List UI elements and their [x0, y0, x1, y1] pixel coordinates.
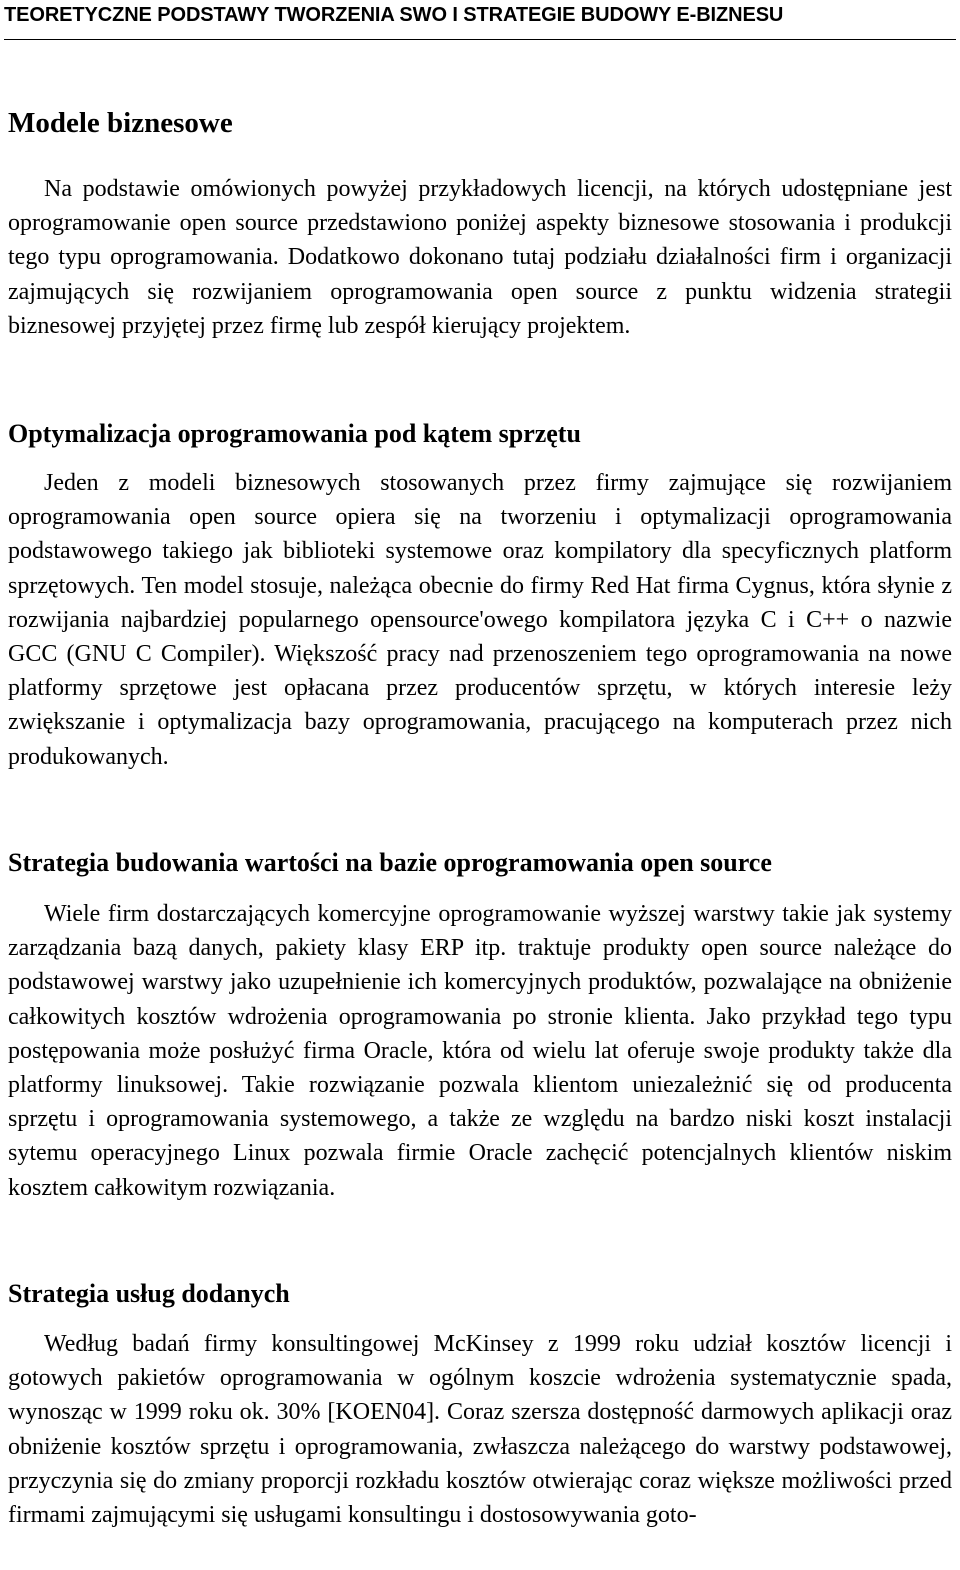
- section-title-modele-biznesowe: Modele biznesowe: [8, 107, 233, 139]
- running-header: TEORETYCZNE PODSTAWY TWORZENIA SWO I STRATEGIE BUDOWY E-BIZNESU: [4, 4, 784, 26]
- paragraph-strategia-budowania-wartosci: Wiele firm dostarczających komercyjne oprogramowanie wyższej warstwy takie jak systemy zarządzania bazą danych, pakiety klasy ERP itp. traktuje produkty open source należące do podstawowej warstwy jako uzupełnienie ich komercyjnych produktów, pozwalające na obniżenie całkowitych kosztów wdrożenia oprogramowania po stronie klienta. Jako przykład tego typu postępowania może posłużyć firma Oracle, która od wielu lat oferuje swoje produkty także dla platformy linuksowej. Takie rozwiązanie pozwala klientom uniezależnić się od producenta sprzętu i oprogramowania systemowego, a także ze względu na bardzo niski koszt instalacji sytemu operacyjnego Linux pozwala firmie Oracle zachęcić potencjalnych klientów niskim kosztem całkowitym rozwiązania.: [8, 901, 952, 1201]
- paragraph-strategia-uslug-dodanych: Według badań firmy konsultingowej McKinsey z 1999 roku udział kosztów licencji i gotowych pakietów oprogramowania w ogólnym koszcie wdrożenia systematycznie spada, wynosząc w 1999 roku ok. 30% [KOEN04]. Coraz szersza dostępność darmowych aplikacji oraz obniżenie kosztów sprzętu i oprogramowania, zwłaszcza należącego do warstwy podstawowej, przyczynia się do zmiany proporcji rozkładu kosztów otwierając coraz większe możliwości przed firmami zajmującymi się usługami konsultingu i dostosowywania goto-: [8, 1331, 952, 1529]
- header-rule: [4, 39, 956, 40]
- section-title-strategia-budowania-wartosci: Strategia budowania wartości na bazie oprogramowania open source: [8, 848, 772, 877]
- section-title-optymalizacja: Optymalizacja oprogramowania pod kątem sprzętu: [8, 419, 581, 448]
- paragraph-optymalizacja: Jeden z modeli biznesowych stosowanych przez firmy zajmujące się rozwijaniem oprogramowania open source opiera się na tworzeniu i optymalizacji oprogramowania podstawowego takiego jak biblioteki systemowe oraz kompilatory dla specyficznych platform sprzętowych. Ten model stosuje, należąca obecnie do firmy Red Hat firma Cygnus, która słynie z rozwijania najbardziej popularnego opensource'owego kompilatora języka C i C++ o nazwie GCC (GNU C Compiler). Większość pracy nad przenoszeniem tego oprogramowania na nowe platformy sprzętowe jest opłacana przez producentów sprzętu, w których interesie leży zwiększanie i optymalizacja bazy oprogramowania, pracującego na komputerach przez nich produkowanych.: [8, 470, 952, 770]
- section-title-strategia-uslug-dodanych: Strategia usług dodanych: [8, 1279, 290, 1308]
- paragraph-modele-biznesowe: Na podstawie omówionych powyżej przykładowych licencji, na których udostępniane jest oprogramowanie open source przedstawiono poniżej aspekty biznesowe stosowania i produkcji tego typu oprogramowania. Dodatkowo dokonano tutaj podziału działalności firm i organizacji zajmujących się rozwijaniem oprogramowania open source z punktu widzenia strategii biznesowej przyjętej przez firmę lub zespół kierujący projektem.: [8, 176, 952, 339]
